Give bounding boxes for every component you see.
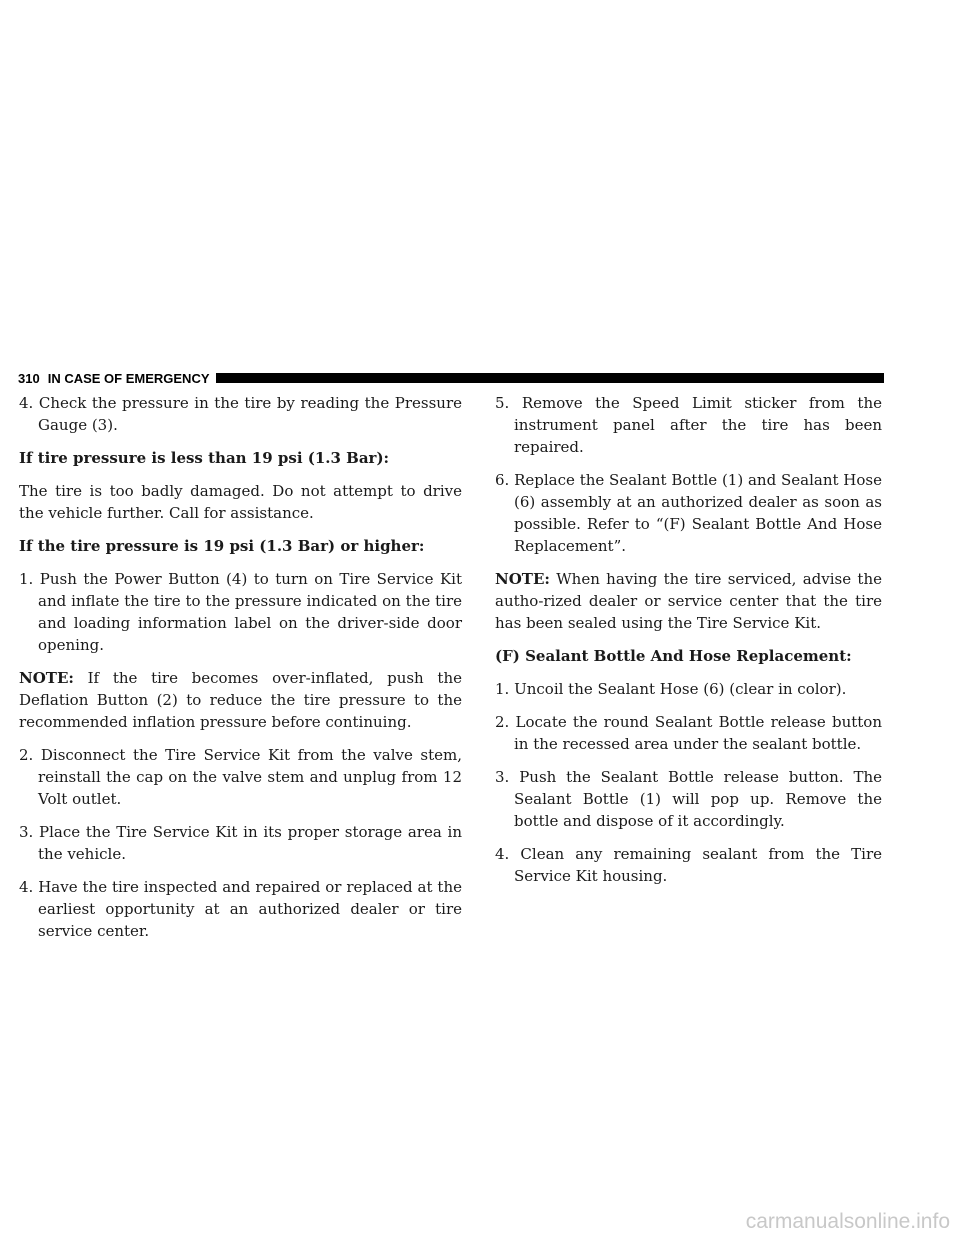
step-locate-button: 2. Locate the round Sealant Bottle release button in the recessed area under the sealant bottle. — [495, 713, 882, 753]
step-push-release: 3. Push the Sealant Bottle release button. The Sealant Bottle (1) will pop up. Remove the bottle and dispose of it accordingly. — [495, 768, 882, 830]
note-text: If the tire becomes over-inflated, push the Deflation Button (2) to reduce the tire pressure to the recommended inflation pressure before continuing. — [19, 669, 462, 731]
note-serviced — [495, 568, 882, 634]
step-disconnect: 2. Disconnect the Tire Service Kit from the valve stem, reinstall the cap on the valve stem and unplug from 12 Volt outlet. — [19, 746, 462, 808]
note-label: NOTE: — [495, 570, 550, 588]
note-text: When having the tire serviced, advise the autho-rized dealer or service center that the tire has been sealed using the Tire Service Kit. — [495, 570, 882, 632]
step-check-pressure: 4. Check the pressure in the tire by reading the Pressure Gauge (3). — [19, 394, 462, 434]
page-header — [18, 369, 884, 387]
heading-low-pressure: If tire pressure is less than 19 psi (1.3 Bar): — [19, 449, 390, 467]
left-column — [19, 392, 462, 953]
note-over-inflated — [19, 667, 462, 733]
step-power-button: 1. Push the Power Button (4) to turn on Tire Service Kit and inflate the tire to the pressure indicated on the tire and loading information label on the driver-side door opening. — [19, 570, 462, 654]
step-remove-sticker: 5. Remove the Speed Limit sticker from the instrument panel after the tire has been repaired. — [495, 394, 882, 456]
step-uncoil-hose: 1. Uncoil the Sealant Hose (6) (clear in color). — [495, 680, 847, 698]
section-title: IN CASE OF EMERGENCY — [47, 370, 210, 386]
header-rule — [216, 373, 885, 383]
heading-sealant-replacement: (F) Sealant Bottle And Hose Replacement: — [495, 647, 852, 665]
step-replace-bottle: 6. Replace the Sealant Bottle (1) and Sealant Hose (6) assembly at an authorized dealer as soon as possible. Refer to “(F) Sealant Bottle And Hose Replacement”. — [495, 471, 882, 555]
step-inspect: 4. Have the tire inspected and repaired or replaced at the earliest opportunity at an authorized dealer or tire service center. — [19, 878, 462, 940]
right-column — [495, 392, 882, 898]
watermark: carmanualsonline.info — [745, 1210, 950, 1233]
note-label: NOTE: — [19, 669, 74, 687]
heading-high-pressure: If the tire pressure is 19 psi (1.3 Bar) or higher: — [19, 537, 425, 555]
step-clean-sealant: 4. Clean any remaining sealant from the Tire Service Kit housing. — [495, 845, 882, 885]
page-number: 310 — [18, 370, 40, 386]
step-storage: 3. Place the Tire Service Kit in its proper storage area in the vehicle. — [19, 823, 462, 863]
text-low-pressure: The tire is too badly damaged. Do not attempt to drive the vehicle further. Call for assistance. — [19, 482, 462, 522]
